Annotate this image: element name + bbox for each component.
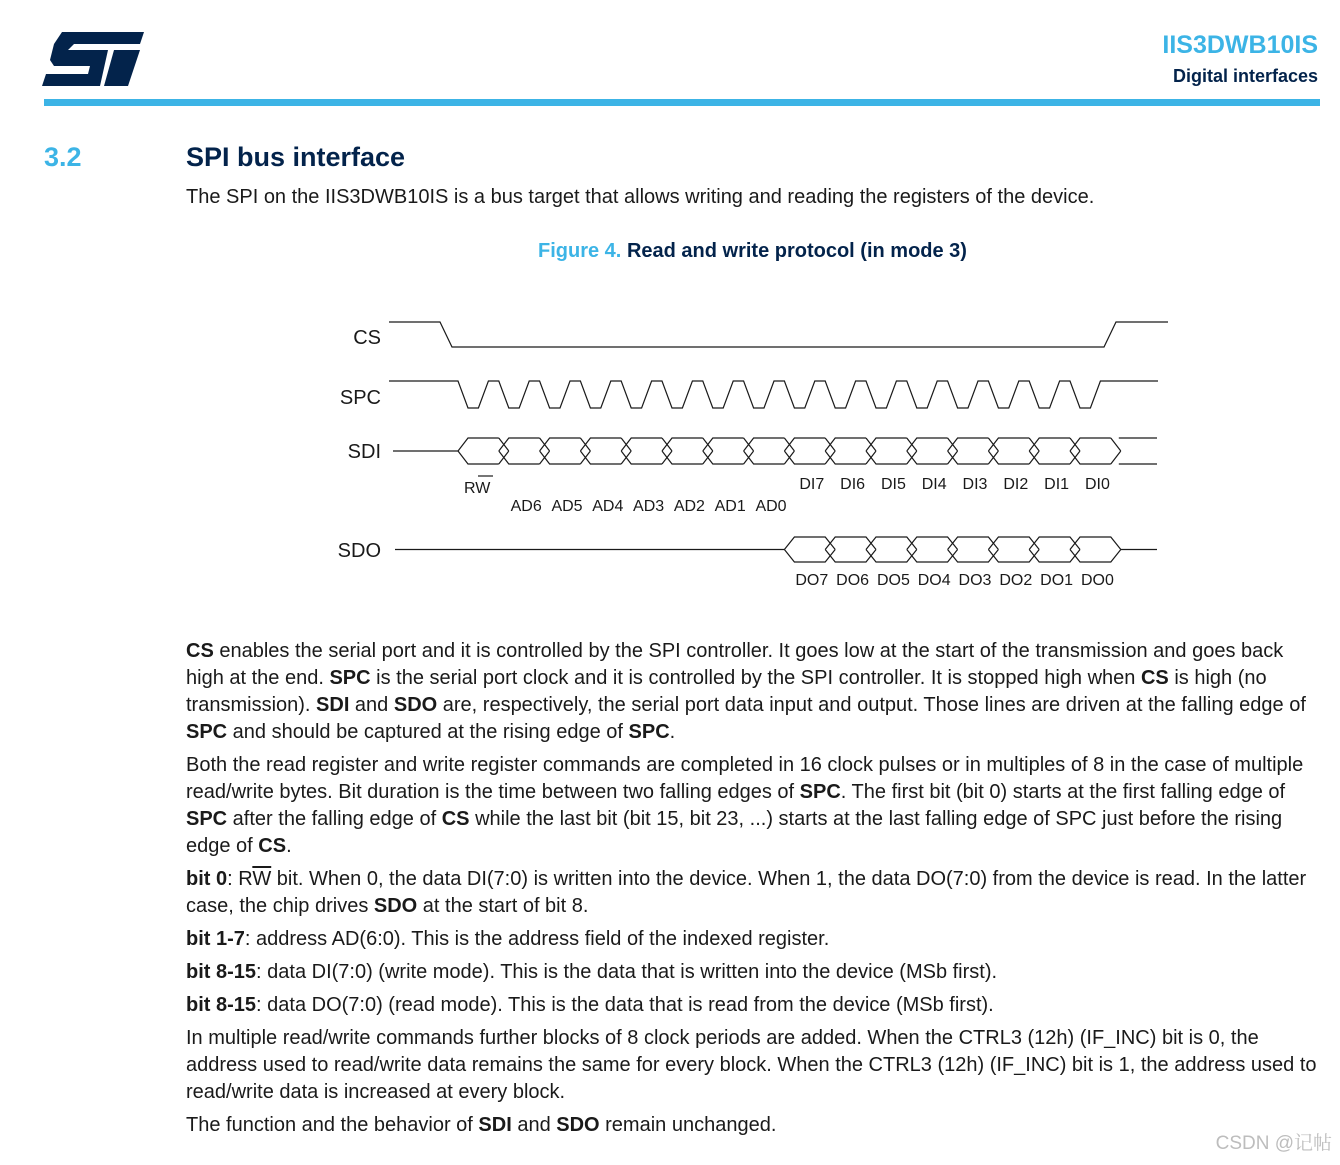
paragraph-clock-pulses: Both the read register and write register commands are completed in 16 clock pulses or in multiples of 8 in the case of multiple read/write bytes. Bit duration is the time between two falling edges of SPC. The first bit (bit 0) starts at the first falling edge of SPC after the falling edge of CS while the last bit (bit 15, bit 23, ...) starts at the last falling edge of SPC just before the rising edge of CS. [186,754,1304,857]
sdo-data-bit-label: DO0 [1080,572,1114,589]
paragraph-bit8-15-read: bit 8-15: data DO(7:0) (read mode). This is the data that is read from the device (MSb first). [186,994,994,1016]
sdi-data-labels [799,476,1110,493]
section-intro: The SPI on the IIS3DWB10IS is a bus target that allows writing and reading the registers of the device. [186,186,1095,208]
sdi-data-bit-label: DI1 [1044,476,1070,493]
sdi-end-lines [1119,438,1157,464]
signal-label-cs: CS [353,327,381,349]
sdi-bit-cell [580,438,621,464]
sdi-bit-cell [1029,438,1070,464]
sdi-bit-cell [458,438,499,464]
sdi-data-bit-label: DI6 [840,476,866,493]
figure-label: Figure 4. [538,240,622,262]
sdo-bit-cell [988,537,1039,562]
sdi-bit-cell [948,438,989,464]
paragraph-bit8-15-write: bit 8-15: data DI(7:0) (write mode). This is the data that is written into the device (MSb first). [186,961,998,983]
address-bit-label: AD2 [673,498,705,515]
signal-label-sdi: SDI [347,441,381,463]
sdo-bit-cell [1070,537,1121,562]
sdi-bit-cell [744,438,785,464]
paragraph-unchanged: The function and the behavior of SDI and SDO remain unchanged. [186,1114,777,1136]
sdo-data-bit-label: DO2 [999,572,1033,589]
sdi-data-bit-label: DI3 [962,476,988,493]
paragraph-signals: CS enables the serial port and it is controlled by the SPI controller. It goes low at the start of the transmission and goes back high at the end. SPC is the serial port clock and it is controlled by the SPI controller. It is stopped high when CS is high (no transmission). SDI and SDO are, respectively, the serial port data input and output. Those lines are driven at the falling edge of SPC and should be captured at the rising edge of SPC. [186,640,1306,743]
section-number: 3.2 [44,142,82,172]
cs-waveform [389,322,1168,347]
sdi-bit-cell [866,438,907,464]
sdi-bit-cell [988,438,1029,464]
sdo-bit-cell [866,537,917,562]
signal-label-sdo: SDO [337,540,381,562]
sdo-data-bit-label: DO7 [795,572,829,589]
sdi-bit-cell [784,438,825,464]
rw-bit-label: RW [464,480,491,497]
address-bit-label: AD3 [633,498,665,515]
sdi-bit-cell [1070,438,1111,464]
sdo-waveform [395,537,1157,562]
address-bit-label: AD5 [551,498,583,515]
header-section-name: Digital interfaces [1172,66,1318,86]
paragraph-bit0: bit 0: $R\overline{W}$ bit. When 0, the data DI(7:0) is written into the device. When 1, the data DO(7:0) from the device is read. In the latter case, the chip drives SDO at the start of bit 8. [186,868,1307,917]
document-id: IIS3DWB10IS [1162,31,1318,59]
sdo-bit-cell [784,537,835,562]
sdi-bit-cell [540,438,581,464]
figure-title: Read and write protocol (in mode 3) [626,240,967,262]
body-text [186,638,1321,1145]
sdi-bit-cell [662,438,703,464]
sdi-data-bit-label: DI2 [1003,476,1029,493]
sdo-data-bit-label: DO6 [836,572,870,589]
paragraph-multiple-rw: In multiple read/write commands further blocks of 8 clock periods are added. When the CTRL3 (12h) (IF_INC) bit is 0, the address used to read/write data remains the same for every block. When the CTRL3 (12h) (IF_INC) bit is 1, the address used to read/write data is increased at every block. [186,1027,1317,1103]
sdo-bit-cell [907,537,958,562]
sdo-data-bit-label: DO3 [958,572,992,589]
address-bit-label: AD6 [510,498,542,515]
spc-waveform [389,381,1158,408]
address-bit-label: AD1 [714,498,746,515]
sdo-data-labels [795,572,1114,589]
sdi-waveform [393,438,1157,464]
paragraph-bit1-7: bit 1-7: address AD(6:0). This is the address field of the indexed register. [186,928,830,950]
sdo-bit-cell [948,537,999,562]
sdi-data-bit-label: DI0 [1084,476,1110,493]
sdi-address-labels [511,498,787,515]
sdi-data-bit-label: DI5 [880,476,906,493]
sdo-data-bit-label: DO5 [876,572,910,589]
section-title: SPI bus interface [186,142,406,172]
sdo-bit-cell [1029,537,1080,562]
address-bit-label: AD0 [755,498,787,515]
sdo-data-bit-label: DO1 [1040,572,1074,589]
sdi-bit-cell [825,438,866,464]
sdi-data-bit-label: DI7 [799,476,825,493]
sdi-bit-cell [499,438,540,464]
sdi-bit-cell [621,438,662,464]
sdi-data-bit-label: DI4 [921,476,947,493]
address-bit-label: AD4 [592,498,624,515]
signal-label-spc: SPC [339,387,381,409]
watermark: CSDN @记帖 [1215,1133,1332,1154]
sdi-bit-cell [907,438,948,464]
sdo-data-bit-label: DO4 [917,572,951,589]
sdo-bit-cell [825,537,876,562]
sdi-bit-cell [703,438,744,464]
